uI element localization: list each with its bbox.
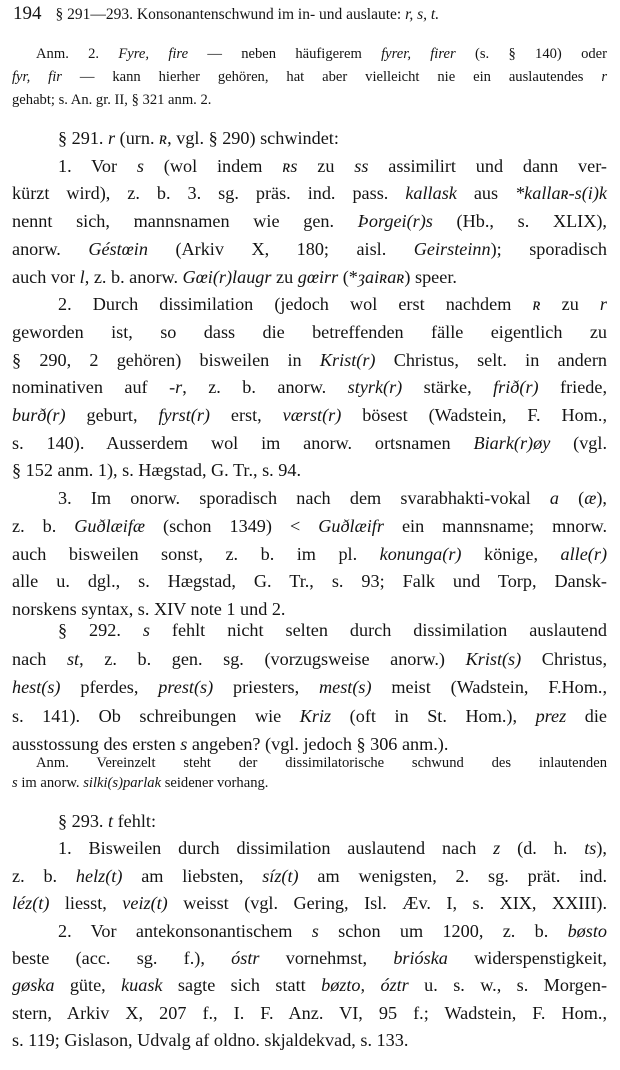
text-segment: auch bisweilen sonst, z. b. im pl. [12, 543, 380, 564]
text-line [12, 616, 607, 645]
text-segment: priesters, [213, 677, 320, 697]
italic-term: ʀ [159, 128, 168, 148]
text-line [12, 66, 607, 89]
text-segment: stärke, [402, 377, 494, 398]
text-segment: widerspenstigkeit, [447, 948, 607, 969]
text-segment: 1. Vor [58, 155, 137, 176]
text-line [12, 945, 607, 972]
text-segment: § 152 anm. 1), s. Hægstad, G. Tr., s. 94. [12, 460, 302, 481]
text-line [12, 918, 607, 945]
text-line [12, 374, 607, 402]
text-line [12, 773, 607, 793]
text-line [12, 402, 607, 430]
text-segment: am wenigsten, 2. sg. prät. ind. [298, 865, 608, 886]
text-segment: ausstossung des ersten [12, 734, 181, 754]
italic-term: konunga(r) [379, 543, 462, 564]
text-line [12, 513, 607, 541]
italic-term: ʀ [532, 294, 541, 315]
italic-term: burð(r) [12, 405, 66, 426]
text-segment: kürzt wird), z. b. 3. sg. präs. ind. pass. [12, 183, 406, 204]
text-segment: — neben häufigerem [188, 46, 382, 62]
italic-term: gøska [12, 975, 55, 996]
italic-term: r [601, 69, 607, 85]
italic-term: óstr [231, 948, 260, 969]
italic-term: gœirr [297, 266, 339, 287]
italic-term: l [79, 266, 85, 287]
text-line [12, 645, 607, 674]
text-line [12, 291, 607, 319]
text-line [12, 753, 607, 773]
text-line [12, 890, 607, 917]
text-segment: § 291. [58, 128, 109, 148]
text-segment: vornehmst, [259, 948, 394, 969]
italic-term: Geirsteinn [413, 238, 491, 259]
text-segment: § 292. [58, 620, 143, 640]
text-segment: auch vor [12, 266, 80, 287]
text-line [12, 1000, 607, 1027]
text-segment: erst, [209, 405, 283, 426]
text-segment: alle u. dgl., s. Hægstad, G. Tr., s. 93; Falk und Torp, Dansk- [12, 571, 607, 592]
text-segment: ); sporadisch [490, 238, 607, 259]
text-segment: zu [271, 266, 298, 287]
text-line [12, 430, 607, 458]
text-segment: aus [456, 183, 516, 204]
text-segment: 3. Im onorw. sporadisch nach dem svarabhakti-vokal [58, 488, 550, 509]
text-segment: nach [12, 648, 67, 669]
text-segment: 1. Bisweilen durch dissimilation auslautend nach [58, 838, 494, 859]
text-segment: — kann hierher gehören, hat aber vielleicht nie ein auslautendes [61, 69, 602, 85]
italic-term: prez [535, 705, 567, 726]
italic-term: værst(r) [282, 405, 342, 426]
text-line [12, 702, 607, 731]
running-header [13, 3, 533, 26]
text-segment: § 290, 2 gehören) bisweilen in [12, 349, 320, 370]
text-segment: ( [558, 488, 585, 509]
text-segment: , z. b. anorw. [182, 377, 348, 398]
text-segment: fehlt nicht selten durch dissimilation auslautend [149, 620, 608, 640]
text-segment: liesst, [49, 893, 123, 914]
italic-term: z [493, 838, 501, 859]
text-line [12, 541, 607, 569]
text-segment: (s. § 140) oder [455, 46, 608, 62]
text-segment: im anorw. [17, 775, 84, 791]
text-segment: Anm. 2. [36, 46, 119, 62]
text-line [12, 835, 607, 862]
italic-term: r [599, 294, 607, 315]
italic-term: kallask [405, 183, 457, 204]
italic-term: s [136, 155, 144, 176]
text-segment: (schon 1349) < [145, 515, 319, 536]
italic-term: a [549, 488, 559, 509]
text-line [12, 347, 607, 375]
text-segment: fehlt: [113, 811, 157, 831]
text-segment: , z. b. gen. sg. (vorzugsweise anorw.) [79, 648, 466, 669]
text-segment: ein mannsname; mnorw. [383, 515, 607, 536]
italic-term: Gœi(r)laugr [182, 266, 272, 287]
text-segment: ) speer. [404, 266, 457, 287]
text-line [12, 808, 607, 835]
text-segment: s. 140). Ausserdem wol im anorw. ortsnamen [12, 432, 474, 453]
text-segment: zu [540, 294, 600, 315]
italic-term: Fyre, fire [118, 46, 189, 62]
text-segment: (vgl. [550, 432, 607, 453]
italic-term: ts [584, 838, 597, 859]
italic-term: Biark(r)øy [473, 432, 551, 453]
italic-term: Guðlæifæ [74, 515, 146, 536]
text-segment: 2. Vor antekonsonantischem [58, 920, 312, 941]
italic-term: Krist(r) [319, 349, 376, 370]
text-segment: ), [596, 488, 607, 509]
text-segment: nennt sich, mannsnamen wie gen. [12, 211, 358, 232]
text-segment: assimilirt und dann ver- [368, 155, 607, 176]
text-line [12, 43, 607, 66]
running-title-italic: r, s, t. [405, 6, 440, 23]
italic-term: bøsto [567, 920, 607, 941]
italic-term: st [66, 648, 80, 669]
text-segment: , z. b. anorw. [84, 266, 183, 287]
note-anm-2 [12, 43, 607, 112]
text-segment: , vgl. § 290) schwindet: [167, 128, 339, 148]
italic-term: ȝaiʀaʀ [357, 266, 405, 287]
italic-term: Géstœin [88, 238, 148, 259]
italic-term: Guðlæifr [318, 515, 384, 536]
italic-term: t [108, 811, 114, 831]
section-291 [12, 125, 607, 624]
text-line [12, 485, 607, 513]
italic-term: kuask [121, 975, 163, 996]
italic-term: Krist(s) [465, 648, 522, 669]
italic-term: síz(t) [262, 865, 299, 886]
text-line [12, 863, 607, 890]
text-segment: gehabt; s. An. gr. II, § 321 anm. 2. [12, 92, 212, 108]
italic-term: *kallaʀ-s(i)k [515, 183, 607, 204]
text-segment: geburt, [65, 405, 159, 426]
page-number: 194 [13, 3, 42, 24]
italic-term: fyrst(r) [158, 405, 210, 426]
text-segment: (oft in St. Hom.), [331, 705, 536, 726]
text-line [12, 208, 607, 236]
italic-term: bøzto, óztr [321, 975, 409, 996]
text-segment: (d. h. [500, 838, 585, 859]
italic-term: helz(t) [75, 865, 123, 886]
text-segment: meist (Wadstein, F.Hom., [371, 677, 607, 697]
italic-term: ss [354, 155, 369, 176]
italic-term: brióska [393, 948, 448, 969]
text-line [12, 125, 607, 153]
text-segment: bösest (Wadstein, F. Hom., [341, 405, 607, 426]
text-segment: § 293. [58, 811, 109, 831]
text-segment: Christus, [521, 648, 607, 669]
text-line [12, 153, 607, 181]
italic-term: fyr, fir [12, 69, 62, 85]
italic-term: Kriz [299, 705, 332, 726]
text-segment: (Hb., s. XLIX), [432, 211, 607, 232]
text-line [12, 319, 607, 347]
italic-term: Þorgei(r)s [357, 211, 433, 232]
italic-term: veiz(t) [122, 893, 168, 914]
text-segment: 2. Durch dissimilation (jedoch wol erst nachdem [58, 294, 533, 315]
italic-term: r [175, 377, 183, 398]
italic-term: hest(s) [12, 677, 61, 697]
text-line [12, 673, 607, 702]
text-segment: angeben? (vgl. jedoch § 306 anm.). [187, 734, 449, 754]
text-line [12, 568, 607, 596]
italic-term: r [108, 128, 116, 148]
text-segment: s. 141). Ob schreibungen wie [12, 705, 300, 726]
text-segment: könige, [461, 543, 561, 564]
text-segment: pferdes, [60, 677, 159, 697]
italic-term: léz(t) [12, 893, 50, 914]
text-line [12, 89, 607, 112]
text-segment: weisst (vgl. Gering, Isl. Æv. I, s. XIX, XXIII). [167, 893, 608, 914]
text-segment: u. s. w., s. Morgen- [408, 975, 607, 996]
text-segment: zu [297, 155, 355, 176]
italic-term: s [12, 775, 18, 791]
text-segment: beste (acc. sg. f.), [12, 948, 232, 969]
text-segment: Christus, selt. in andern [375, 349, 607, 370]
text-segment: güte, [54, 975, 122, 996]
italic-term: mest(s) [319, 677, 372, 697]
text-segment: (* [338, 266, 358, 287]
text-line [12, 457, 607, 485]
italic-term: frið(r) [493, 377, 539, 398]
text-segment: geworden ist, so dass die betreffenden fälle eigentlich zu [12, 321, 607, 342]
text-line [12, 236, 607, 264]
italic-term: s [311, 920, 319, 941]
italic-term: s [180, 734, 188, 754]
italic-term: fyrer, firer [381, 46, 456, 62]
text-segment: ), [596, 838, 607, 859]
text-segment: z. b. [12, 865, 76, 886]
text-line [12, 180, 607, 208]
text-segment: am liebsten, [122, 865, 263, 886]
text-segment: stern, Arkiv X, 207 f., I. F. Anz. VI, 95 f.; Wadstein, F. Hom., [12, 1002, 607, 1023]
text-segment: seidener vorhang. [161, 775, 269, 791]
text-segment: sagte sich statt [162, 975, 322, 996]
text-segment: friede, [538, 377, 608, 398]
text-segment: (Arkiv X, 180; aisl. [147, 238, 414, 259]
italic-term: s [142, 620, 150, 640]
text-line [12, 264, 607, 292]
running-title: § 291—293. Konsonantenschwund im in- und auslaute: [55, 6, 406, 23]
italic-term: alle(r) [560, 543, 607, 564]
text-segment: s. 119; Gislason, Udvalg af oldno. skjaldekvad, s. 133. [12, 1030, 409, 1051]
text-segment: anorw. [12, 238, 89, 259]
italic-term: prest(s) [158, 677, 214, 697]
text-segment: Anm. Vereinzelt steht der dissimilatorische schwund des inlautenden [36, 755, 607, 771]
text-segment: nominativen auf - [12, 377, 176, 398]
text-segment: z. b. [12, 515, 75, 536]
text-segment: die [566, 705, 607, 726]
text-line [12, 1027, 607, 1054]
section-293 [12, 808, 607, 1055]
section-292 [12, 616, 607, 759]
text-line [12, 972, 607, 999]
italic-term: silki(s)parlak [83, 775, 162, 791]
text-segment: norskens syntax, s. XIV note 1 und 2. [12, 598, 286, 619]
text-segment: (urn. [115, 128, 160, 148]
italic-term: æ [584, 488, 597, 509]
text-segment: schon um 1200, z. b. [318, 920, 568, 941]
italic-term: styrk(r) [347, 377, 403, 398]
note-292-anm [12, 753, 607, 793]
text-segment: (wol indem [143, 155, 283, 176]
italic-term: ʀs [282, 155, 298, 176]
